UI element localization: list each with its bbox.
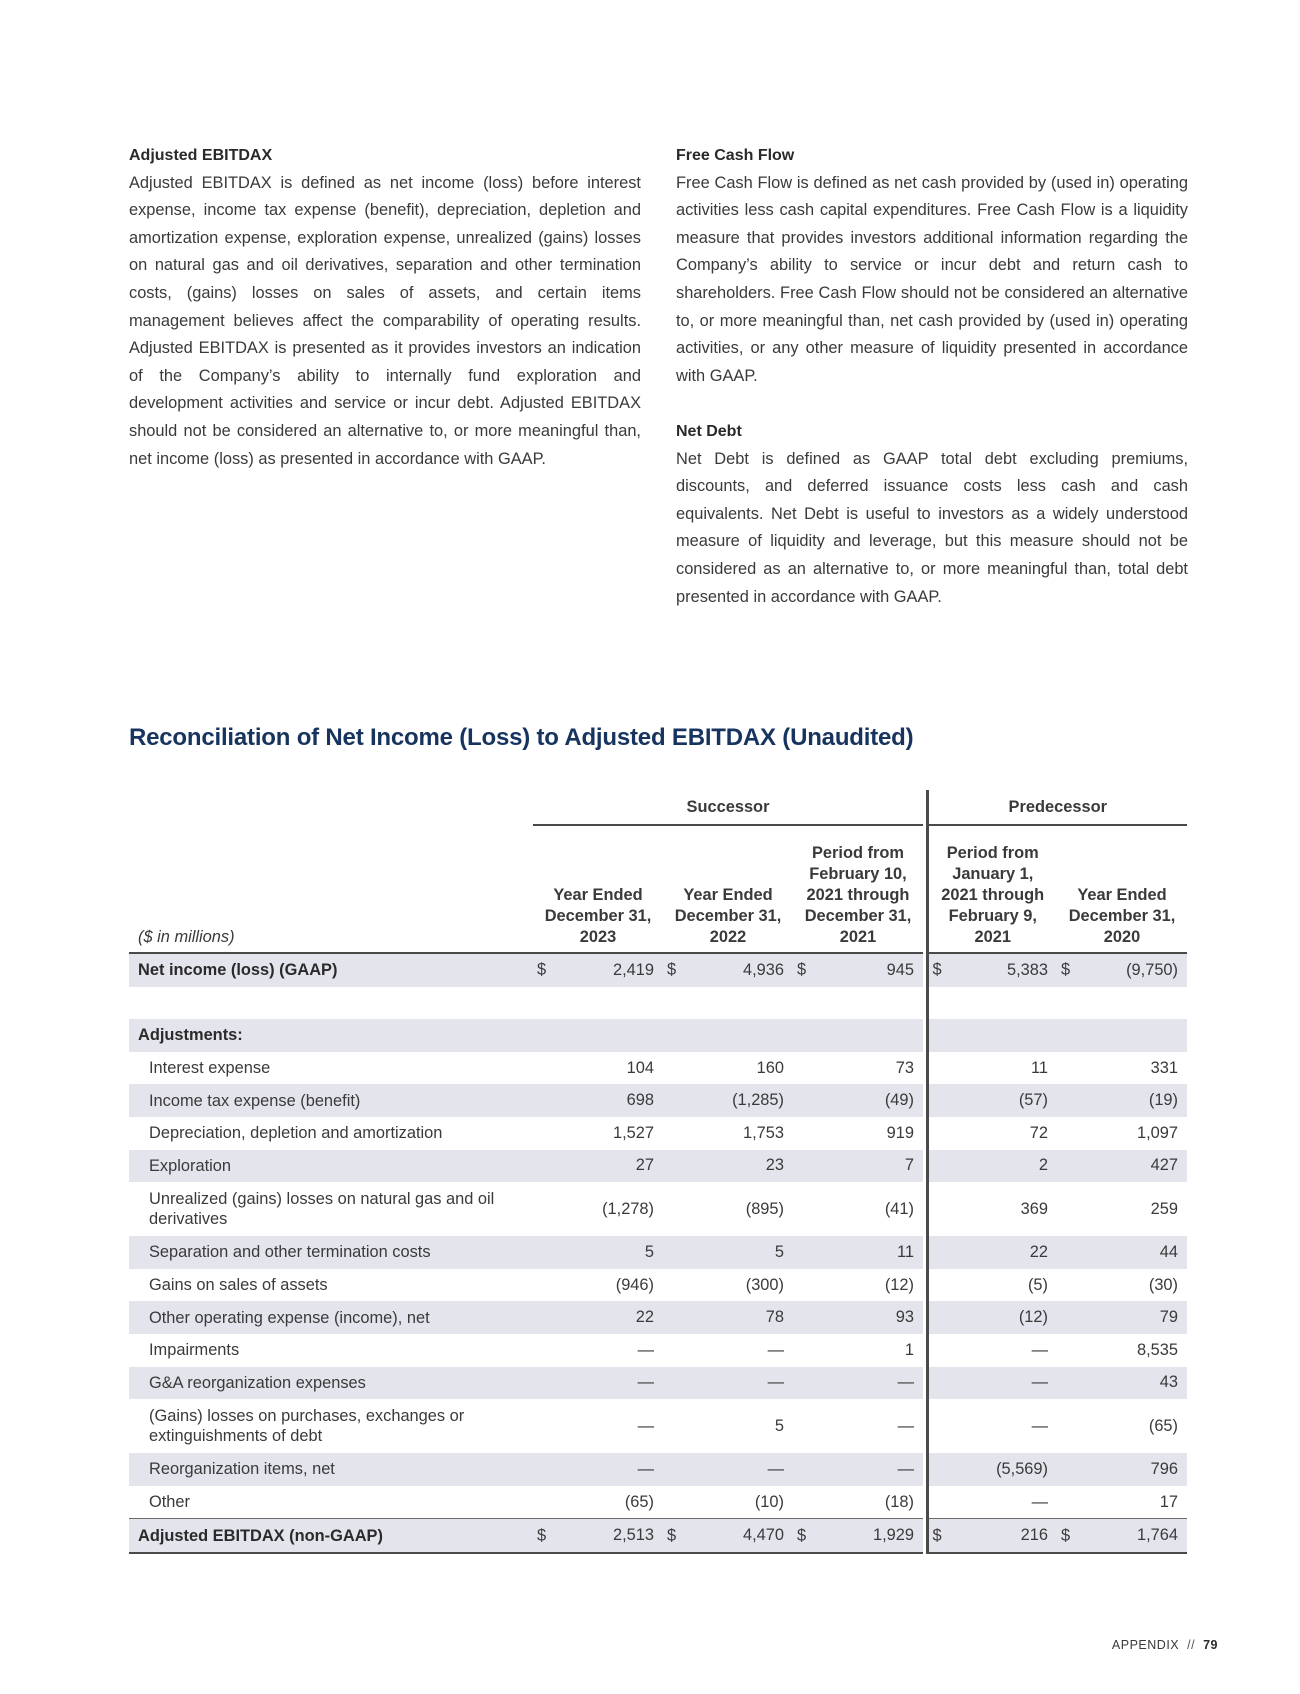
value-cell — [793, 1453, 923, 1486]
currency-symbol: $ — [1061, 960, 1071, 979]
value-cell — [533, 1150, 663, 1183]
cell-value: (300) — [745, 1275, 784, 1294]
value-cell — [533, 953, 663, 987]
value-cell — [663, 1019, 793, 1052]
currency-symbol: $ — [797, 1526, 807, 1545]
cell-value: (18) — [884, 1492, 914, 1511]
cell-value: (895) — [745, 1199, 784, 1218]
currency-symbol: $ — [537, 960, 547, 979]
value-cell — [793, 1334, 923, 1367]
column-header-line: 2021 through — [806, 886, 910, 904]
cell-value: (49) — [884, 1091, 914, 1110]
reconciliation-table — [129, 790, 1187, 1554]
cell-value: (1,285) — [732, 1091, 784, 1110]
successor-group-header: Successor — [533, 790, 923, 825]
cell-value: — — [767, 1340, 784, 1359]
value-cell — [663, 1399, 793, 1453]
value-cell — [663, 1453, 793, 1486]
cell-value: 5 — [774, 1416, 784, 1435]
cell-value: 11 — [896, 1242, 914, 1261]
cell-value: 22 — [635, 1308, 654, 1327]
spacer-row — [129, 987, 1187, 1020]
currency-symbol: $ — [797, 960, 807, 979]
cell-value: 5 — [774, 1242, 784, 1261]
value-cell — [793, 1399, 923, 1453]
net-debt-definition: Net Debt is defined as GAAP total debt excluding premiums, discounts, and deferred issuance costs less cash and cash equivalents. Net Debt is useful to investors as a widely understood measure of liquidity and leverage, but this measure should not be considered as an alternative to, or more meaningful than, total debt presented in accordance with GAAP. — [676, 449, 1188, 606]
value-cell — [927, 1453, 1057, 1486]
column-header-line: 2021 — [839, 928, 877, 946]
cell-value: 369 — [1020, 1199, 1048, 1218]
cell-value: 1,929 — [872, 1526, 914, 1545]
cell-value: 216 — [1020, 1526, 1048, 1545]
value-cell — [663, 1084, 793, 1117]
row-label: Impairments — [149, 1341, 240, 1360]
cell-value: 1,753 — [742, 1123, 784, 1142]
adjustment-row — [129, 1150, 1187, 1183]
value-cell — [927, 1052, 1057, 1085]
value-cell — [927, 1519, 1057, 1553]
value-cell — [927, 1334, 1057, 1367]
value-cell — [927, 1399, 1057, 1453]
cell-value: 8,535 — [1136, 1340, 1179, 1359]
footer-section: APPENDIX — [1111, 1638, 1180, 1652]
column-header-line: 2022 — [709, 928, 747, 946]
value-cell — [533, 1399, 663, 1453]
predecessor-group-header: Predecessor — [927, 790, 1187, 825]
cell-value: (57) — [1018, 1091, 1048, 1110]
cell-value: (41) — [884, 1199, 914, 1218]
value-cell — [793, 953, 923, 987]
value-cell — [793, 1052, 923, 1085]
cell-value: (1,278) — [602, 1199, 654, 1218]
adjustment-row — [129, 1052, 1187, 1085]
value-cell — [927, 1367, 1057, 1400]
net-debt-heading: Net Debt — [676, 422, 742, 440]
row-label: G&A reorganization expenses — [129, 1367, 533, 1400]
value-cell — [533, 1367, 663, 1400]
column-header-line: January 1, — [952, 865, 1034, 883]
value-cell — [793, 1367, 923, 1400]
value-cell — [663, 1269, 793, 1302]
value-cell — [663, 1150, 793, 1183]
column-header-line: 2021 through — [941, 886, 1045, 904]
value-cell — [663, 953, 793, 987]
column-header — [533, 825, 663, 953]
value-cell — [1057, 1301, 1187, 1334]
cell-value: (5) — [1027, 1275, 1048, 1294]
value-cell — [1057, 1399, 1187, 1453]
value-cell — [533, 1117, 663, 1150]
reconciliation-title: Reconciliation of Net Income (Loss) to Adjusted EBITDAX (Unaudited) — [129, 724, 914, 751]
column-header-line: 2020 — [1103, 928, 1141, 946]
currency-symbol: $ — [932, 1526, 942, 1545]
row-label: (Gains) losses on purchases, exchanges or extinguishments of debt — [149, 1407, 465, 1446]
value-cell — [927, 1182, 1057, 1236]
value-cell — [663, 1052, 793, 1085]
cell-value: (19) — [1148, 1091, 1179, 1110]
value-cell — [533, 1052, 663, 1085]
row-label: Adjustments: — [129, 1019, 533, 1052]
value-cell — [1057, 1052, 1187, 1085]
value-cell — [663, 1236, 793, 1269]
units-label: ($ in millions) — [129, 825, 533, 953]
value-cell — [663, 1301, 793, 1334]
value-cell — [793, 1301, 923, 1334]
adjustment-row — [129, 1334, 1187, 1367]
column-header — [793, 825, 923, 953]
cell-value: 1,764 — [1136, 1526, 1179, 1545]
value-cell — [1057, 1182, 1187, 1236]
cell-value: 331 — [1150, 1058, 1179, 1077]
value-cell — [1057, 1334, 1187, 1367]
row-label: Income tax expense (benefit) — [129, 1084, 533, 1117]
value-cell — [793, 1084, 923, 1117]
cell-value: 23 — [765, 1156, 784, 1175]
page-footer — [1112, 1638, 1218, 1652]
value-cell — [927, 953, 1057, 987]
value-cell — [1057, 1269, 1187, 1302]
currency-symbol: $ — [932, 960, 942, 979]
cell-value: 1,097 — [1136, 1123, 1179, 1142]
value-cell — [533, 1182, 663, 1236]
cell-value: 72 — [1029, 1123, 1048, 1142]
cell-value: 11 — [1030, 1058, 1048, 1077]
cell-value: — — [637, 1340, 654, 1359]
value-cell — [793, 1150, 923, 1183]
value-cell — [533, 1334, 663, 1367]
cell-value: 160 — [756, 1058, 784, 1077]
cell-value: 5,383 — [1006, 960, 1048, 979]
cell-value: — — [767, 1373, 784, 1392]
column-header-line: Year Ended — [683, 886, 773, 904]
cell-value: 1,527 — [612, 1123, 654, 1142]
adjustment-row — [129, 1236, 1187, 1269]
row-label: Reorganization items, net — [129, 1453, 533, 1486]
cell-value: (65) — [624, 1492, 654, 1511]
value-cell — [927, 1117, 1057, 1150]
row-label: Adjusted EBITDAX (non-GAAP) — [129, 1519, 533, 1553]
cell-value: 79 — [1159, 1308, 1179, 1327]
value-cell — [793, 1519, 923, 1553]
row-label: Unrealized (gains) losses on natural gas and oil derivatives — [149, 1190, 495, 1229]
value-cell — [793, 1117, 923, 1150]
adjustment-row — [129, 1182, 1187, 1236]
row-label: Interest expense — [149, 1059, 271, 1078]
page-number: 79 — [1203, 1638, 1218, 1652]
row-label: Depreciation, depletion and amortization — [149, 1124, 443, 1143]
cell-value: (5,569) — [996, 1459, 1048, 1478]
column-header-line: Year Ended — [553, 886, 643, 904]
value-cell — [1057, 1519, 1187, 1553]
row-label: Separation and other termination costs — [129, 1236, 533, 1269]
adjusted-ebitdax-definition: Adjusted EBITDAX is defined as net income (loss) before interest expense, income tax expense (benefit), depreciation, depletion and amortization expense, exploration expense, unrealized (gains) losses on natural gas and oil derivatives, separation and other termination costs, (gains) losses on sales of assets, and certain items management believes affect the comparability of operating results. Adjusted EBITDAX is presented as it provides investors an indication of the Company’s ability to internally fund exploration and development activities and service or incur debt. Adjusted EBITDAX should not be considered an alternative to, or more meaningful than, net income (loss) as presented in accordance with GAAP. — [129, 173, 641, 468]
cell-value: (946) — [615, 1275, 654, 1294]
cell-value: — — [637, 1373, 654, 1392]
value-cell — [793, 1486, 923, 1519]
cell-value: 796 — [1150, 1459, 1179, 1478]
column-header-line: February 10, — [809, 865, 907, 883]
value-cell — [1057, 1084, 1187, 1117]
value-cell — [533, 1269, 663, 1302]
value-cell — [927, 1236, 1057, 1269]
cell-value: (9,750) — [1126, 960, 1179, 979]
value-cell — [927, 1486, 1057, 1519]
right-column — [676, 142, 1188, 611]
value-cell — [927, 1269, 1057, 1302]
adjustment-row — [129, 1453, 1187, 1486]
currency-symbol: $ — [667, 1526, 677, 1545]
value-cell — [927, 1301, 1057, 1334]
column-header — [927, 825, 1057, 953]
cell-value: 4,470 — [742, 1526, 784, 1545]
value-cell — [663, 1117, 793, 1150]
cell-value: 2,419 — [612, 960, 654, 979]
cell-value: 2 — [1038, 1156, 1048, 1175]
adjustment-row — [129, 1084, 1187, 1117]
cell-value: 104 — [626, 1058, 654, 1077]
row-label: Gains on sales of assets — [149, 1276, 328, 1295]
cell-value: (12) — [1018, 1308, 1048, 1327]
cell-value: — — [1031, 1416, 1048, 1435]
value-cell — [793, 1236, 923, 1269]
cell-value: 73 — [895, 1058, 914, 1077]
column-header-line: 2023 — [579, 928, 617, 946]
free-cash-flow-definition: Free Cash Flow is defined as net cash provided by (used in) operating activities less cash capital expenditures. Free Cash Flow is a liquidity measure that provides investors additional information regarding the Company’s ability to service or incur debt and return cash to shareholders. Free Cash Flow should not be considered an alternative to, or more meaningful than, net cash provided by (used in) operating activities, or any other measure of liquidity presented in accordance with GAAP. — [676, 173, 1188, 385]
left-column — [129, 142, 641, 473]
value-cell — [927, 1150, 1057, 1183]
adjustment-row — [129, 1399, 1187, 1453]
column-header — [1057, 825, 1187, 953]
cell-value: 2,513 — [612, 1526, 654, 1545]
cell-value: 7 — [904, 1156, 914, 1175]
value-cell — [1057, 1019, 1187, 1052]
value-cell — [1057, 953, 1187, 987]
adjustment-row — [129, 1486, 1187, 1519]
column-header-line: Year Ended — [1077, 886, 1167, 904]
value-cell — [663, 1519, 793, 1553]
adjustments-header-row — [129, 1019, 1187, 1052]
column-header-line: December 31, — [674, 907, 782, 925]
value-cell — [1057, 1486, 1187, 1519]
column-header-line: February 9, — [948, 907, 1037, 925]
cell-value: (10) — [754, 1492, 784, 1511]
row-label: Exploration — [129, 1150, 533, 1183]
cell-value: 1 — [904, 1340, 914, 1359]
footer-separator: // — [1187, 1638, 1196, 1652]
cell-value: 93 — [895, 1308, 914, 1327]
cell-value: (12) — [884, 1275, 914, 1294]
cell-value: 22 — [1029, 1242, 1048, 1261]
currency-symbol: $ — [1061, 1526, 1071, 1545]
row-label: Other operating expense (income), net — [129, 1301, 533, 1334]
cell-value: 427 — [1150, 1156, 1179, 1175]
value-cell — [1057, 1453, 1187, 1486]
net-income-row — [129, 953, 1187, 987]
cell-value: (65) — [1148, 1416, 1179, 1435]
cell-value: — — [1031, 1340, 1048, 1359]
value-cell — [1057, 1117, 1187, 1150]
paragraph-gap — [676, 390, 1188, 418]
cell-value: 945 — [886, 960, 914, 979]
adjustment-row — [129, 1367, 1187, 1400]
cell-value: — — [767, 1459, 784, 1478]
cell-value: 698 — [626, 1091, 654, 1110]
cell-value: — — [1031, 1373, 1048, 1392]
currency-symbol: $ — [537, 1526, 547, 1545]
value-cell — [663, 1486, 793, 1519]
value-cell — [533, 1519, 663, 1553]
value-cell — [1057, 1236, 1187, 1269]
cell-value: 259 — [1150, 1199, 1179, 1218]
value-cell — [663, 1334, 793, 1367]
column-header — [663, 825, 793, 953]
adjustment-row — [129, 1269, 1187, 1302]
cell-value: 5 — [644, 1242, 654, 1261]
cell-value: 17 — [1159, 1492, 1179, 1511]
value-cell — [927, 1084, 1057, 1117]
column-header-line: December 31, — [1068, 907, 1176, 925]
value-cell — [1057, 1150, 1187, 1183]
value-cell — [793, 1269, 923, 1302]
column-header-line: Period from — [946, 844, 1039, 862]
cell-value: 27 — [635, 1156, 654, 1175]
value-cell — [793, 1182, 923, 1236]
cell-value: 44 — [1159, 1242, 1179, 1261]
adjusted-ebitdax-heading: Adjusted EBITDAX — [129, 147, 273, 164]
free-cash-flow-heading: Free Cash Flow — [676, 147, 795, 164]
adjustment-row — [129, 1117, 1187, 1150]
column-header-line: December 31, — [804, 907, 912, 925]
value-cell — [927, 1019, 1057, 1052]
cell-value: 43 — [1159, 1373, 1179, 1392]
cell-value: 78 — [765, 1308, 784, 1327]
value-cell — [663, 1182, 793, 1236]
cell-value: — — [897, 1416, 914, 1435]
column-header-line: December 31, — [544, 907, 652, 925]
adjusted-ebitdax-total-row — [129, 1519, 1187, 1553]
value-cell — [533, 1453, 663, 1486]
cell-value: (30) — [1148, 1275, 1179, 1294]
currency-symbol: $ — [667, 960, 677, 979]
value-cell — [533, 1301, 663, 1334]
column-header-line: Period from — [812, 844, 904, 862]
cell-value: — — [637, 1416, 654, 1435]
cell-value: — — [897, 1459, 914, 1478]
cell-value: 4,936 — [742, 960, 784, 979]
cell-value: — — [1031, 1492, 1048, 1511]
row-label: Net income (loss) (GAAP) — [129, 953, 533, 987]
value-cell — [533, 1236, 663, 1269]
cell-value: — — [897, 1373, 914, 1392]
value-cell — [533, 1486, 663, 1519]
row-label: Other — [149, 1493, 190, 1512]
cell-value: — — [637, 1459, 654, 1478]
column-header-line: 2021 — [974, 928, 1011, 946]
cell-value: 919 — [886, 1123, 914, 1142]
value-cell — [533, 1019, 663, 1052]
value-cell — [533, 1084, 663, 1117]
value-cell — [663, 1367, 793, 1400]
value-cell — [793, 1019, 923, 1052]
adjustment-row — [129, 1301, 1187, 1334]
value-cell — [1057, 1367, 1187, 1400]
